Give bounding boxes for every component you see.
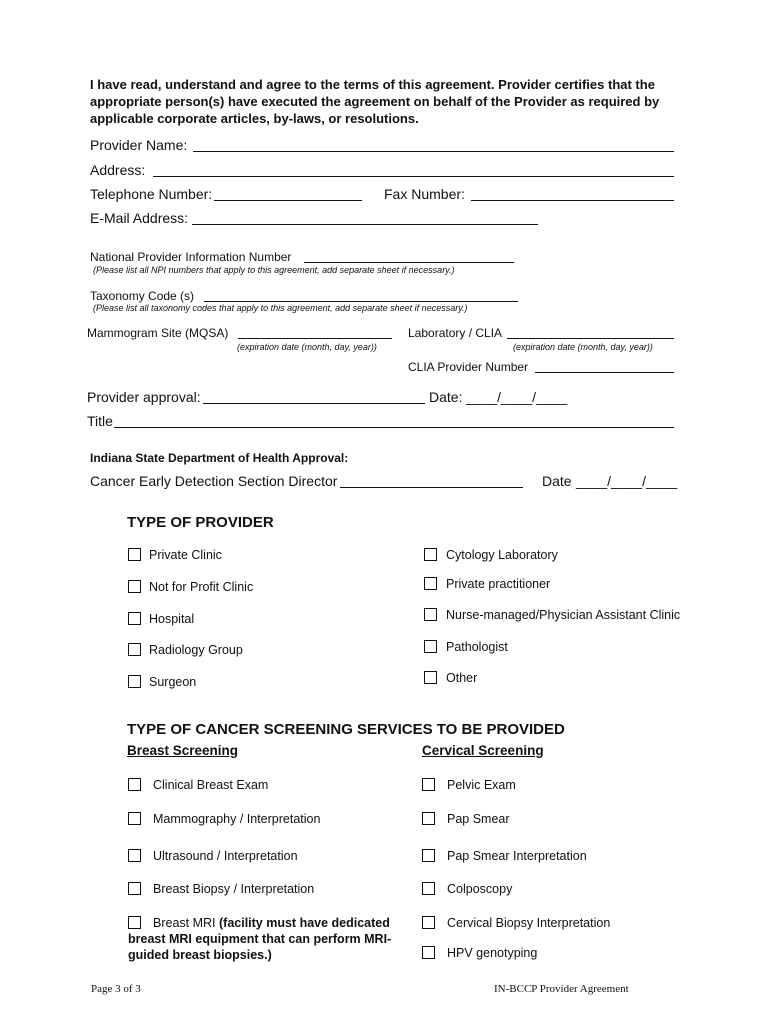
breast-mri-note-line1: (facility must have dedicated [219, 916, 390, 930]
pap-smear-checkbox[interactable] [422, 812, 435, 825]
other-label: Other [446, 671, 478, 685]
ultrasound-label: Ultrasound / Interpretation [153, 849, 298, 863]
provider-approval-date-label: Date: [429, 389, 463, 405]
director-label: Cancer Early Detection Section Director [90, 473, 338, 489]
page-number: Page 3 of 3 [91, 983, 141, 995]
clinical-breast-exam-checkbox[interactable] [128, 778, 141, 791]
colposcopy-label: Colposcopy [447, 882, 513, 896]
taxonomy-label: Taxonomy Code (s) [90, 289, 195, 303]
provider-name-label: Provider Name: [90, 137, 188, 153]
private-clinic-checkbox[interactable] [128, 548, 141, 561]
document-name: IN-BCCP Provider Agreement [494, 983, 629, 995]
address-label: Address: [90, 162, 146, 178]
mammography-label: Mammography / Interpretation [153, 812, 321, 826]
taxonomy-note: (Please list all taxonomy codes that apply to this agreement, add separate sheet if necessary.) [93, 303, 468, 313]
nurse-managed-clinic-checkbox[interactable] [424, 608, 437, 621]
npi-field[interactable] [304, 262, 514, 263]
fax-label: Fax Number: [384, 186, 465, 202]
surgeon-checkbox[interactable] [128, 675, 141, 688]
cervical-screening-heading: Cervical Screening [422, 743, 544, 758]
npi-note: (Please list all NPI numbers that apply to this agreement, add separate sheet if necessary.) [93, 265, 455, 275]
taxonomy-field[interactable] [204, 301, 518, 302]
provider-approval-label: Provider approval: [87, 389, 201, 405]
hpv-genotyping-checkbox[interactable] [422, 946, 435, 959]
surgeon-label: Surgeon [149, 675, 197, 689]
breast-mri-checkbox[interactable] [128, 916, 141, 929]
services-heading: TYPE OF CANCER SCREENING SERVICES TO BE PROVIDED [127, 721, 565, 738]
pap-smear-label: Pap Smear [447, 812, 510, 826]
not-for-profit-clinic-label: Not for Profit Clinic [149, 580, 254, 594]
lab-clia-label: Laboratory / CLIA [408, 326, 503, 340]
fax-field[interactable] [471, 200, 674, 201]
cytology-laboratory-label: Cytology Laboratory [446, 548, 558, 562]
hpv-genotyping-label: HPV genotyping [447, 946, 538, 960]
private-practitioner-checkbox[interactable] [424, 577, 437, 590]
breast-biopsy-label: Breast Biopsy / Interpretation [153, 882, 315, 896]
mammogram-site-field[interactable] [238, 338, 392, 339]
clia-provider-field[interactable] [535, 372, 674, 373]
provider-approval-date-field[interactable]: ____/____/____ [466, 389, 568, 405]
breast-mri-note-line3: guided breast biopsies.) [128, 948, 272, 962]
clia-provider-label: CLIA Provider Number [408, 360, 529, 374]
agreement-statement: I have read, understand and agree to the terms of this agreement. Provider certifies that the appropriate person(s) have executed the agreement on behalf of the Provider as required by applicable corporate articles, by-laws, or resolutions. [90, 77, 660, 126]
pelvic-exam-checkbox[interactable] [422, 778, 435, 791]
pelvic-exam-label: Pelvic Exam [447, 778, 516, 792]
provider-type-heading: TYPE OF PROVIDER [127, 514, 274, 531]
nurse-managed-clinic-label: Nurse-managed/Physician Assistant Clinic [446, 608, 681, 622]
lab-expiration-note: (expiration date (month, day, year)) [513, 342, 653, 352]
address-field[interactable] [153, 176, 674, 177]
breast-mri-label [153, 916, 390, 930]
colposcopy-checkbox[interactable] [422, 882, 435, 895]
isdh-approval-heading: Indiana State Department of Health Approval: [90, 451, 349, 465]
hospital-checkbox[interactable] [128, 612, 141, 625]
breast-mri-note-line2: breast MRI equipment that can perform MRI- [128, 932, 392, 946]
breast-mri-text: Breast MRI [153, 916, 216, 930]
cytology-laboratory-checkbox[interactable] [424, 548, 437, 561]
provider-name-field[interactable] [193, 151, 674, 152]
private-practitioner-label: Private practitioner [446, 577, 551, 591]
email-field[interactable] [192, 224, 538, 225]
clinical-breast-exam-label: Clinical Breast Exam [153, 778, 269, 792]
hospital-label: Hospital [149, 612, 195, 626]
telephone-label: Telephone Number: [90, 186, 213, 202]
breast-screening-heading: Breast Screening [127, 743, 239, 758]
radiology-group-label: Radiology Group [149, 643, 243, 657]
npi-label: National Provider Information Number [90, 250, 292, 264]
lab-clia-field[interactable] [507, 338, 674, 339]
pap-smear-interpretation-checkbox[interactable] [422, 849, 435, 862]
mammogram-expiration-note: (expiration date (month, day, year)) [237, 342, 377, 352]
mammography-checkbox[interactable] [128, 812, 141, 825]
pathologist-label: Pathologist [446, 640, 508, 654]
breast-biopsy-checkbox[interactable] [128, 882, 141, 895]
cervical-biopsy-checkbox[interactable] [422, 916, 435, 929]
not-for-profit-clinic-checkbox[interactable] [128, 580, 141, 593]
radiology-group-checkbox[interactable] [128, 643, 141, 656]
cervical-biopsy-label: Cervical Biopsy Interpretation [447, 916, 611, 930]
telephone-field[interactable] [214, 200, 362, 201]
email-label: E-Mail Address: [90, 210, 189, 226]
title-label: Title [87, 413, 113, 429]
director-date-field[interactable]: ____/____/____ [576, 473, 678, 489]
title-field[interactable] [114, 427, 674, 428]
director-date-label: Date [542, 473, 572, 489]
provider-approval-field[interactable] [203, 403, 425, 404]
director-signature-field[interactable] [340, 487, 523, 488]
pathologist-checkbox[interactable] [424, 640, 437, 653]
ultrasound-checkbox[interactable] [128, 849, 141, 862]
other-checkbox[interactable] [424, 671, 437, 684]
mammogram-site-label: Mammogram Site (MQSA) [87, 326, 229, 340]
pap-smear-interpretation-label: Pap Smear Interpretation [447, 849, 587, 863]
private-clinic-label: Private Clinic [149, 548, 222, 562]
